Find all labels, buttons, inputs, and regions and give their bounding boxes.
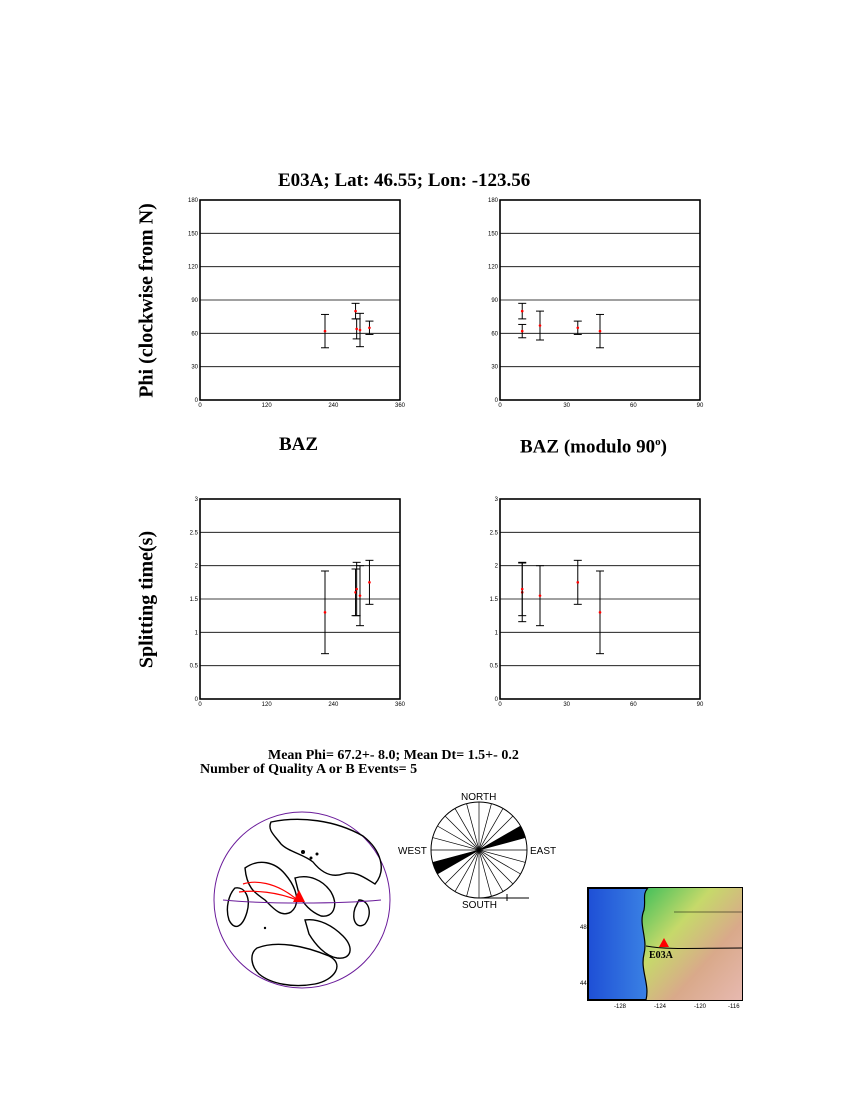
data-point — [354, 310, 357, 313]
y-tick-label: 60 — [191, 331, 198, 338]
y-tick-label: 180 — [187, 198, 198, 204]
x-tick-label: 0 — [498, 403, 502, 409]
rose-wedges — [431, 802, 527, 898]
x-tick-label: 90 — [696, 702, 704, 708]
x-tick-label: 60 — [629, 702, 637, 708]
data-point — [599, 330, 602, 333]
station-label: E03A — [649, 950, 673, 961]
map-lat-tick: 44 — [580, 981, 587, 987]
x-tick-label: 360 — [394, 702, 406, 708]
data-point — [539, 324, 542, 327]
phi-axis-label: Phi (clockwise from N) — [135, 203, 158, 398]
dt-vs-baz-plot — [190, 497, 406, 708]
y-tick-label: 2 — [494, 563, 498, 570]
x-tick-label: 120 — [261, 702, 272, 708]
y-tick-label: 0.5 — [189, 663, 198, 670]
y-tick-label: 0 — [494, 697, 498, 703]
y-tick-label: 180 — [487, 198, 498, 204]
map-lat-tick: 48 — [580, 925, 587, 931]
x-tick-label: 0 — [198, 702, 202, 708]
x-tick-label: 30 — [563, 403, 571, 409]
rose-east-label: EAST — [530, 846, 557, 857]
y-tick-label: 30 — [491, 364, 498, 371]
data-point — [539, 594, 542, 597]
y-tick-label: 60 — [491, 331, 498, 338]
dt-vs-baz-mod90-plot — [490, 497, 704, 708]
data-point — [599, 611, 602, 614]
y-tick-label: 0 — [194, 697, 198, 703]
y-tick-label: 3 — [194, 497, 198, 503]
x-tick-label: 240 — [328, 403, 339, 409]
degree-symbol: o — [655, 436, 661, 448]
baz-axis-label: BAZ — [279, 434, 319, 455]
data-point — [521, 330, 524, 333]
data-point — [576, 581, 579, 584]
data-point — [359, 329, 362, 332]
globe-map — [205, 808, 400, 993]
y-tick-label: 1.5 — [189, 597, 198, 603]
data-point — [576, 326, 579, 329]
y-tick-label: 30 — [191, 364, 198, 371]
x-tick-label: 30 — [563, 702, 571, 708]
map-lon-tick: -120 — [694, 1004, 707, 1010]
data-point — [521, 310, 524, 313]
data-point — [359, 594, 362, 597]
y-tick-label: 2.5 — [189, 530, 198, 537]
data-point — [324, 330, 327, 333]
data-point — [521, 588, 524, 591]
y-tick-label: 2.5 — [489, 530, 498, 537]
y-tick-label: 1 — [194, 630, 198, 637]
map-lon-tick: -128 — [614, 1004, 627, 1010]
rose-west-label: WEST — [398, 846, 427, 857]
page-title: E03A; Lat: 46.55; Lon: -123.56 — [278, 170, 531, 191]
splitting-time-axis-label: Splitting time(s) — [135, 530, 158, 669]
data-point — [368, 581, 371, 584]
data-point — [324, 611, 327, 614]
mean-summary: Mean Phi= 67.2+- 8.0; Mean Dt= 1.5+- 0.2 — [268, 748, 519, 763]
map-lon-tick: -124 — [654, 1004, 667, 1010]
rose-diagram — [395, 788, 565, 913]
regional-map — [578, 884, 750, 1014]
y-tick-label: 0 — [194, 398, 198, 404]
y-tick-label: 0 — [494, 398, 498, 404]
map-lon-tick: -116 — [728, 1004, 740, 1010]
data-point — [355, 588, 358, 591]
y-tick-label: 120 — [187, 264, 198, 271]
x-tick-label: 0 — [198, 403, 202, 409]
y-tick-label: 120 — [487, 264, 498, 271]
x-tick-label: 360 — [394, 403, 406, 409]
y-tick-label: 150 — [187, 231, 198, 238]
y-tick-label: 90 — [491, 298, 498, 304]
data-point — [355, 328, 358, 331]
y-tick-label: 2 — [194, 563, 198, 570]
phi-vs-baz-plot — [188, 198, 406, 409]
y-tick-label: 1.5 — [489, 597, 498, 603]
rose-south-label: SOUTH — [462, 900, 497, 911]
y-tick-label: 3 — [494, 497, 498, 503]
y-tick-label: 150 — [487, 231, 498, 238]
baz-mod90-label-prefix: BAZ (modulo 90 — [520, 436, 656, 458]
y-tick-label: 1 — [494, 630, 498, 637]
x-tick-label: 60 — [629, 403, 637, 409]
x-tick-label: 120 — [261, 403, 272, 409]
x-tick-label: 90 — [696, 403, 704, 409]
phi-vs-baz-mod90-plot — [488, 198, 704, 409]
y-tick-label: 90 — [191, 298, 198, 304]
x-tick-label: 240 — [328, 702, 339, 708]
map-land — [642, 888, 742, 1000]
event-count: Number of Quality A or B Events= 5 — [200, 762, 418, 777]
baz-mod90-label-suffix: ) — [660, 436, 667, 458]
y-tick-label: 0.5 — [489, 663, 498, 670]
x-tick-label: 0 — [498, 702, 502, 708]
rose-north-label: NORTH — [461, 792, 497, 803]
data-point — [368, 326, 371, 329]
